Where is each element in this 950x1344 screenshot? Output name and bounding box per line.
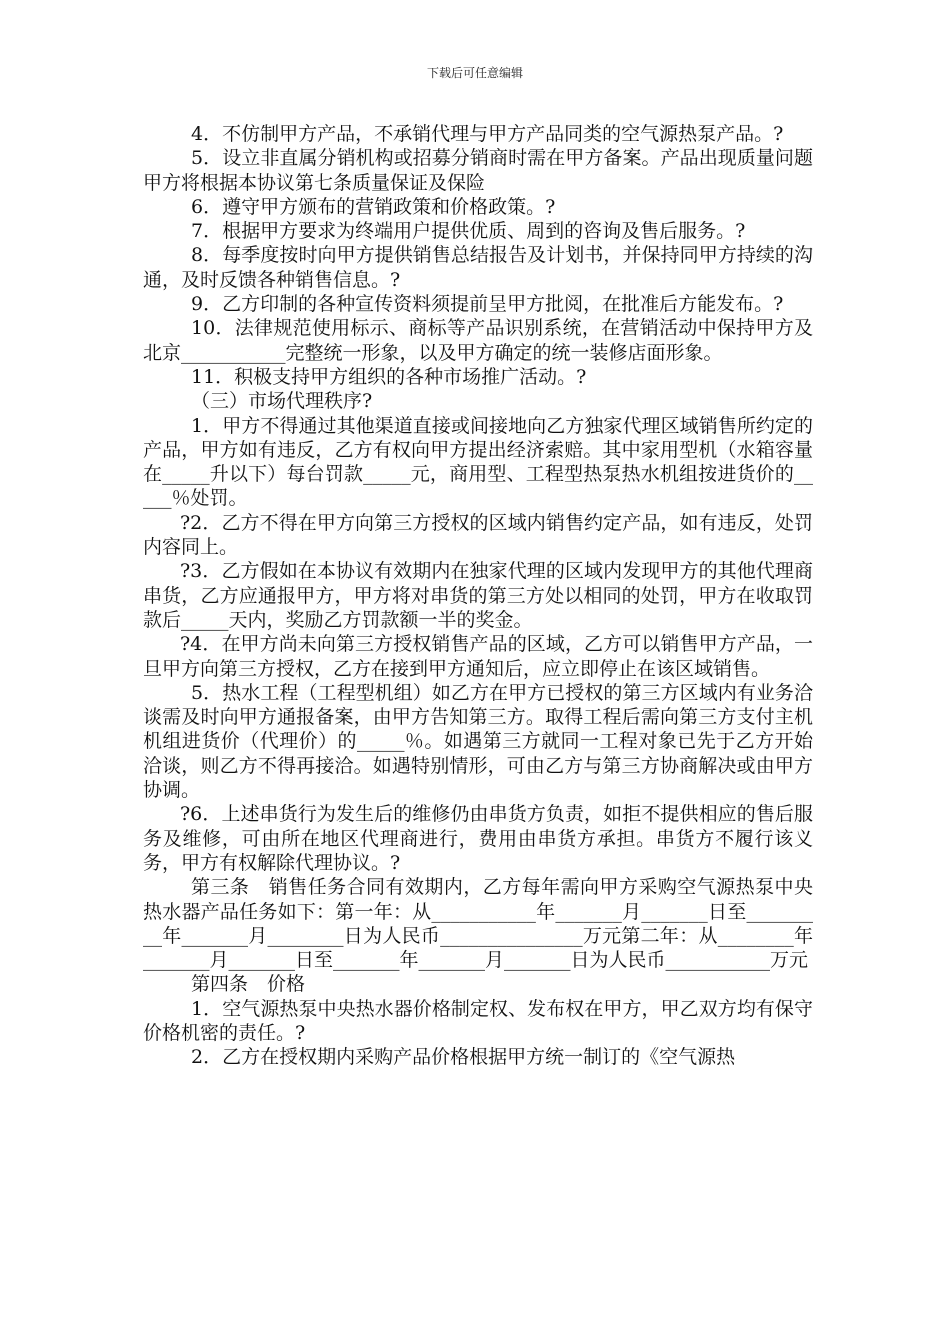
article-paragraph: 第三条 销售任务合同有效期内，乙方每年需向甲方采购空气源热泵中央热水器产品任务如下：第一年：从___________年_______月_______日至_________年_______月________日为人民币_______________万元第二年：从________年_______月_______日至_______年_______月_______日为人民币___________万元 (143, 876, 813, 972)
paragraph: 1．空气源热泵中央热水器价格制定权、发布权在甲方，甲乙双方均有保守价格机密的责任。? (143, 997, 813, 1044)
paragraph: 8．每季度按时向甲方提供销售总结报告及计划书，并保持同甲方持续的沟通，及时反馈各种销售信息。? (143, 244, 813, 291)
paragraph: ?2．乙方不得在甲方向第三方授权的区域内销售约定产品，如有违反，处罚内容同上。 (143, 511, 813, 559)
paragraph: 10．法律规范使用标示、商标等产品识别系统，在营销活动中保持甲方及北京___________完整统一形象，以及甲方确定的统一装修店面形象。 (143, 317, 813, 364)
paragraph: ?3．乙方假如在本协议有效期内在独家代理的区域内发现甲方的其他代理商串货，乙方应通报甲方，甲方将对串货的第三方处以相同的处罚，甲方在收取罚款后_____天内，奖励乙方罚款额一半的奖金。 (143, 560, 813, 631)
paragraph: 1．甲方不得通过其他渠道直接或间接地向乙方独家代理区域销售所约定的产品，甲方如有违反，乙方有权向甲方提出经济索赔。其中家用型机（水箱容量在_____升以下）每台罚款_____元，商用型、工程型热泵热水机组按进货价的_____％处罚。 (143, 414, 813, 510)
article-heading: 第四条 价格 (191, 973, 306, 996)
paragraph: 11．积极支持甲方组织的各种市场推广活动。? (191, 365, 587, 388)
paragraph: 5．热水工程（工程型机组）如乙方在甲方已授权的第三方区域内有业务洽谈需及时向甲方通报备案，由甲方告知第三方。取得工程后需向第三方支付主机机组进货价（代理价）的_____％。如遇第三方就同一工程对象已先于乙方开始洽谈，则乙方不得再接洽。如遇特别情形，可由乙方与第三方协商解决或由甲方协调。 (143, 681, 813, 802)
paragraph: 9．乙方印制的各种宣传资料须提前呈甲方批阅，在批准后方能发布。? (191, 293, 784, 316)
page-header: 下载后可任意编辑 (426, 66, 523, 80)
paragraph: 6．遵守甲方颁布的营销政策和价格政策。? (191, 195, 556, 218)
document-body (143, 122, 813, 1070)
paragraph: 5．设立非直属分销机构或招募分销商时需在甲方备案。产品出现质量问题甲方将根据本协议第七条质量保证及保险 (143, 147, 813, 194)
paragraph: 4．不仿制甲方产品，不承销代理与甲方产品同类的空气源热泵产品。? (191, 123, 784, 145)
paragraph: ?6．上述串货行为发生后的维修仍由串货方负责，如拒不提供相应的售后服务及维修，可由所在地区代理商进行，费用由串货方承担。串货方不履行该义务，甲方有权解除代理协议。? (143, 803, 813, 874)
paragraph: 2．乙方在授权期内采购产品价格根据甲方统一制订的《空气源热 (191, 1046, 736, 1069)
paragraph: ?4．在甲方尚未向第三方授权销售产品的区域，乙方可以销售甲方产品，一旦甲方向第三方授权，乙方在接到甲方通知后，应立即停止在该区域销售。 (143, 633, 813, 680)
section-heading: （三）市场代理秩序? (191, 390, 373, 413)
paragraph: 7．根据甲方要求为终端用户提供优质、周到的咨询及售后服务。? (191, 220, 746, 243)
